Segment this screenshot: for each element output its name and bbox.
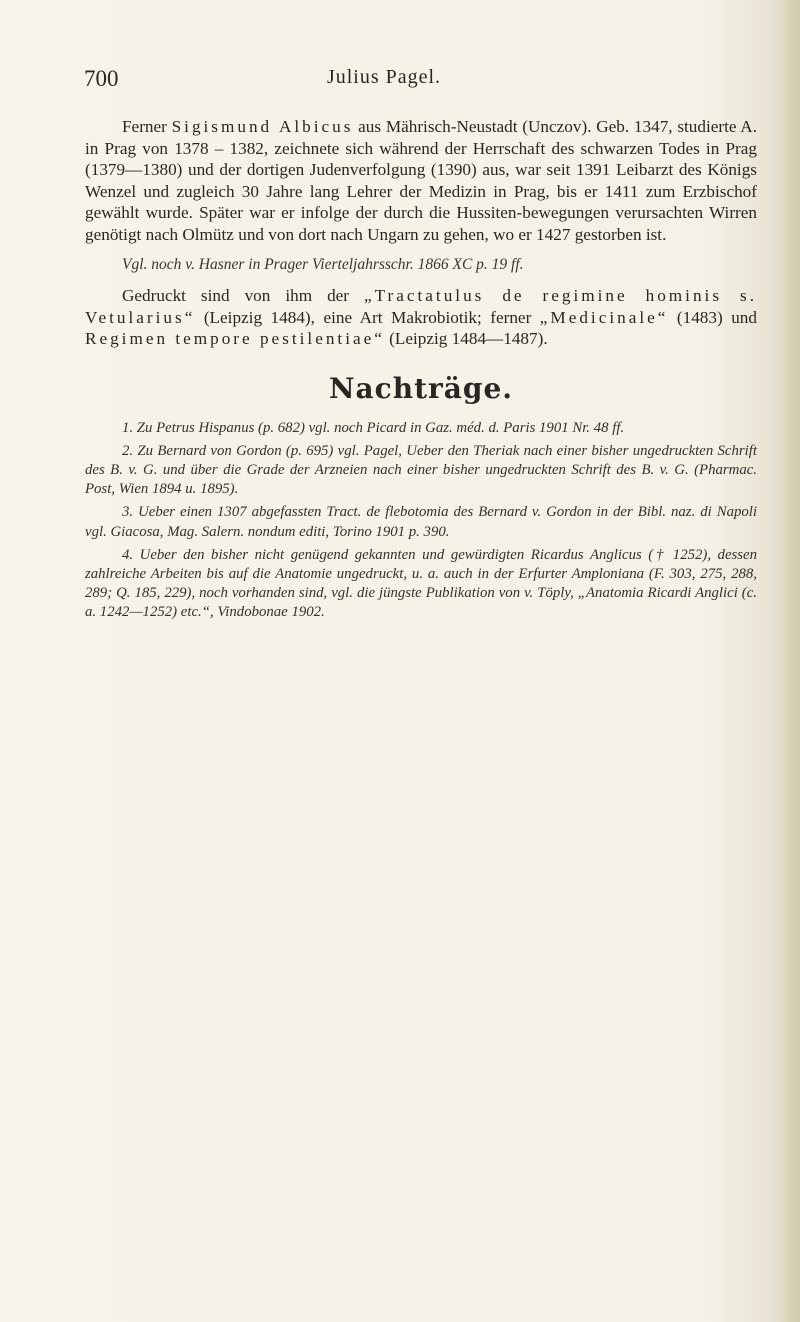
text-span: aus Mährisch-Neustadt (Unczov). Geb. 1347, studierte A. in Prag von 1378 – 1382, zeichnete sich während der Herrschaft des schwarzen Todes in Prag (1379—1380) und der dortigen Judenverfolgung (1390) aus, war seit 1391 Leibarzt des Königs Wenzel und zugleich 30 Jahre lang Lehrer der Medizin in Prag, bis er 1411 zum Erzbischof gewählt wurde. Später war er infolge der durch die Hussiten-bewegungen verursachten Wirren genötigt nach Olmütz und von dort nach Ungarn zu gehen, wo er 1427 gestorben ist.	[85, 117, 758, 244]
work-title: „Tractatulus de regimine hominis s. Vetularius“	[85, 286, 757, 327]
text-span: Ferner	[122, 117, 172, 136]
reference-line: Vgl. noch v. Hasner in Prager Vierteljahrsschr. 1866 XC p. 19 ff.	[122, 256, 524, 273]
note-item: 3. Ueber einen 1307 abgefassten Tract. de flebotomia des Bernard v. Gordon in der Bibl. naz. di Napoli vgl. Giacosa, Mag. Salern. nondum editi, Torino 1901 p. 390.	[85, 504, 757, 540]
page-edge-shadow	[778, 0, 800, 1322]
work-title: Regimen tempore pestilentiae“	[85, 329, 385, 348]
note-item: 2. Zu Bernard von Gordon (p. 695) vgl. Pagel, Ueber den Theriak nach einer bisher ungedruckten Schrift des B. v. G. und über die Grade der Arzneien nach einer bisher ungedruckten Schrift des B. v. G. (Pharmac. Post, Wien 1894 u. 1895).	[85, 442, 757, 498]
running-head: Julius Pagel.	[326, 66, 442, 88]
text-span: (1483) und	[668, 307, 757, 327]
page-header	[84, 66, 724, 96]
text-span: (Leipzig 1484), eine Art Makrobiotik; ferner	[195, 307, 540, 327]
text-span: Gedruckt sind von ihm der	[122, 286, 365, 305]
page-body	[85, 116, 757, 627]
person-name: Sigismund Albicus	[171, 117, 354, 136]
note-item: 1. Zu Petrus Hispanus (p. 682) vgl. noch Picard in Gaz. méd. d. Paris 1901 Nr. 48 ff.	[122, 419, 625, 436]
note-item: 4. Ueber den bisher nicht genügend gekannten und gewürdigten Ricardus Anglicus († 1252), dessen zahlreiche Arbeiten bis auf die Anatomie ungedruckt, u. a. auch in der Erfurter Amploniana (F. 303, 275, 288, 289; Q. 185, 229), noch vorhanden sind, vgl. die jüngste Publikation von v. Töply, „Anatomia Ricardi Anglici (c. a. 1242—1252) etc.“, Vindobonae 1902.	[85, 546, 757, 621]
text-span: (Leipzig 1484—1487).	[384, 329, 548, 348]
section-heading: Nachträge.	[328, 371, 514, 405]
work-title: „Medicinale“	[539, 307, 669, 327]
paragraph-albicus	[85, 116, 757, 245]
page-number: 700	[84, 66, 119, 91]
paragraph-works	[85, 285, 757, 350]
